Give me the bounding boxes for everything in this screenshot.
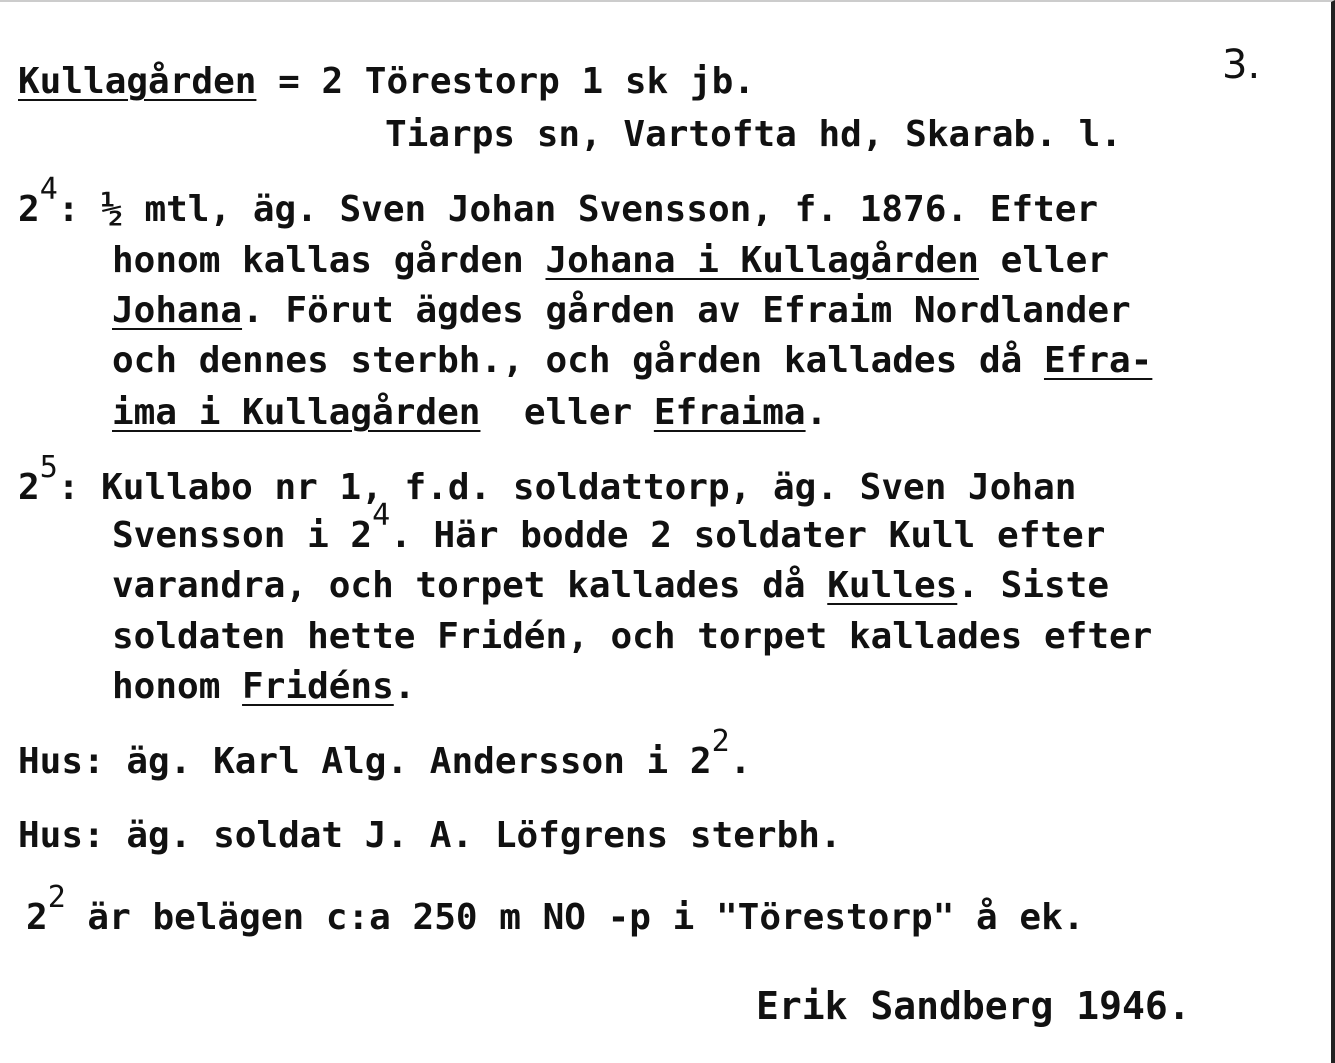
entry-24-line4: och dennes sterbh., och gården kallades då Efra- bbox=[112, 340, 1153, 381]
title-line bbox=[18, 61, 755, 102]
entry-24-line3: Johana. Förut ägdes gården av Efraim Nordlander bbox=[112, 290, 1131, 331]
title-rest: = 2 Törestorp 1 sk jb. bbox=[256, 61, 755, 102]
entry-25-line4: soldaten hette Fridén, och torpet kallades efter bbox=[112, 616, 1153, 657]
entry-24-line2: honom kallas gården Johana i Kullagården eller bbox=[112, 240, 1110, 281]
signature: Erik Sandberg 1946. bbox=[756, 984, 1191, 1028]
parish-line: Tiarps sn, Vartofta hd, Skarab. l. bbox=[385, 114, 1122, 155]
entry-25-line3: varandra, och torpet kallades då Kulles. Siste bbox=[112, 565, 1110, 606]
entry-25-line1: $2^5$: Kullabo nr 1, f.d. soldattorp, äg. Sven Johan bbox=[18, 450, 1077, 508]
hus-line-2: Hus: äg. soldat J. A. Löfgrens sterbh. bbox=[18, 815, 842, 856]
entry-25-line2: Svensson i $2^4$. Här bodde 2 soldater Kull efter bbox=[112, 498, 1106, 556]
entry-24-line1: $2^4$: ½ mtl, äg. Sven Johan Svensson, f. 1876. Efter bbox=[18, 172, 1099, 230]
place-name: Kullagården bbox=[18, 61, 257, 102]
location-line: $2^2$ är belägen c:a 250 m NO -p i "Törestorp" å ek. bbox=[26, 880, 1085, 938]
card-number: 3. bbox=[1222, 42, 1261, 88]
entry-25-line5: honom Fridéns. bbox=[112, 666, 416, 707]
hus-line-1: Hus: äg. Karl Alg. Andersson i $2^2$. bbox=[18, 724, 752, 782]
entry-24-line5: ima i Kullagården eller Efraima. bbox=[112, 392, 828, 433]
